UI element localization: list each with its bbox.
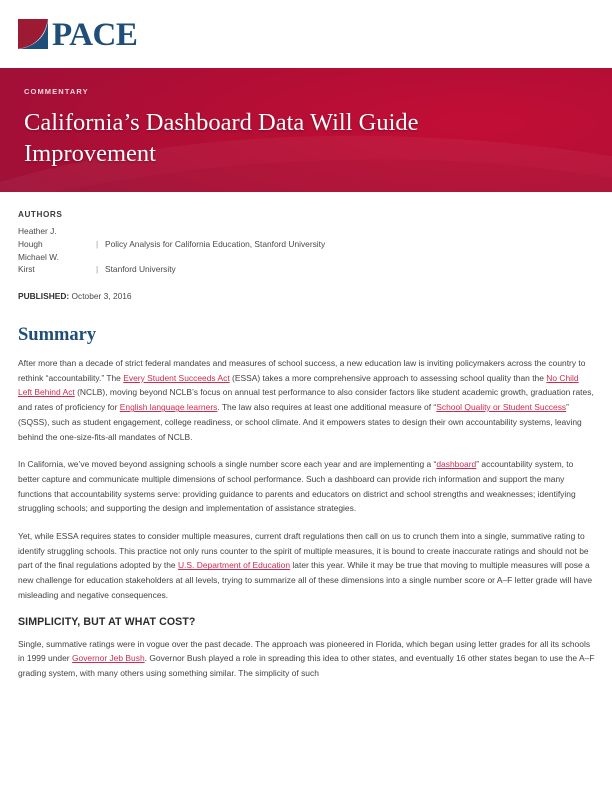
- link-every-student-succeeds-act[interactable]: Every Student Succeeds Act: [123, 372, 230, 383]
- author-name-line: Heather J.: [18, 226, 57, 236]
- author-name-line: Kirst: [18, 264, 35, 275]
- summary-paragraph-3: [18, 529, 595, 603]
- title-banner: [0, 68, 612, 192]
- author-entry: [18, 263, 595, 276]
- author-separator: |: [96, 238, 99, 249]
- simplicity-heading: SIMPLICITY, BUT AT WHAT COST?: [18, 615, 196, 628]
- content-type-label: COMMENTARY: [24, 87, 89, 96]
- text-run: . Governor Bush played a role in spreading this idea to other states, and eventually 16 other states began to use the A–F grading system, with many others using something similar. The simplicity of such: [18, 653, 595, 678]
- pace-logo[interactable]: [18, 18, 137, 51]
- simplicity-paragraph-1: [18, 637, 595, 681]
- text-run: . The law also requires at least one additional measure of “: [217, 402, 437, 413]
- link-no-child-left-behind-act[interactable]: No Child Left Behind Act: [18, 372, 579, 398]
- summary-paragraph-2: [18, 457, 595, 516]
- text-run: In California, we’ve moved beyond assigning schools a single number score each year and are implementing a “: [18, 459, 437, 470]
- text-run: (ESSA) takes a more comprehensive approach to assessing school quality than the: [229, 372, 547, 383]
- link-us-department-of-education[interactable]: U.S. Department of Education: [177, 560, 291, 571]
- author-name-line: Michael W.: [18, 251, 59, 262]
- text-run: ” accountability system, to better capture and communicate multiple dimensions of school performance. Such a dashboard can provide rich information and support the many functions that accountability systems serve: providing guidance to parents and educators on district and school strengths and weaknesses; identifying struggling schools; and supporting the design and implementation of assistance strategies.: [18, 459, 576, 514]
- page-title: California’s Dashboard Data Will Guide Improvement: [24, 109, 419, 168]
- author-entry: [18, 251, 595, 264]
- link-dashboard[interactable]: dashboard: [436, 459, 477, 470]
- document-body: [0, 192, 612, 681]
- text-run: Single, summative ratings were in vogue over the past decade. The approach was pioneered in Florida, which began using letter grades for all its schools in 1999 under: [18, 638, 591, 664]
- logo-bar: [0, 0, 612, 68]
- text-run: After more than a decade of strict federal mandates and measures of school success, a new education law is inviting policymakers across the country to rethink “accountability.” The: [18, 358, 586, 383]
- link-school-quality-or-student-success[interactable]: School Quality or Student Success: [436, 402, 567, 413]
- authors-list: [18, 225, 595, 276]
- published-label: PUBLISHED:: [18, 291, 70, 302]
- author-affiliation: Policy Analysis for California Education, Stanford University: [105, 238, 326, 249]
- authors-label: AUTHORS: [18, 210, 63, 219]
- published-date: October 3, 2016: [71, 291, 132, 302]
- pace-wordmark: PACE: [52, 16, 138, 53]
- summary-heading: Summary: [18, 324, 97, 345]
- published-line: [18, 290, 595, 303]
- author-name-line: Hough: [18, 238, 43, 249]
- text-run: Yet, while ESSA requires states to consider multiple measures, current draft regulations then call on us to crunch them into a single, summative rating to identify struggling schools. This practice not only runs counter to the spirit of multiple measures, it is bound to create inaccurate ratings and should not be part of the final regulations adopted by the: [18, 531, 589, 571]
- text-run: ” (SQSS), such as student engagement, college readiness, or school climate. And it empowers states to design their own accountability systems, leaving behind the one-size-fits-all mandates of NCLB.: [18, 402, 582, 442]
- link-english-language-learners[interactable]: English language learners: [119, 402, 218, 413]
- link-governor-jeb-bush[interactable]: Governor Jeb Bush: [71, 653, 145, 664]
- pace-parallelogram-mark: [18, 19, 48, 49]
- text-run: later this year. While it may be true that moving to multiple measures will pose a new challenge for education stakeholders at all levels, trying to summarize all of these dimensions into a single number score or A–F letter grade will have misleading and negative consequences.: [18, 560, 593, 600]
- author-entry: [18, 225, 595, 238]
- author-affiliation: Stanford University: [105, 264, 176, 275]
- author-entry: [18, 238, 595, 251]
- summary-paragraph-1: [18, 356, 595, 444]
- author-separator: |: [96, 264, 99, 275]
- text-run: (NCLB), moving beyond NCLB’s focus on annual test performance to also consider factors like student academic growth, graduation rates, and rates of proficiency for: [18, 387, 594, 413]
